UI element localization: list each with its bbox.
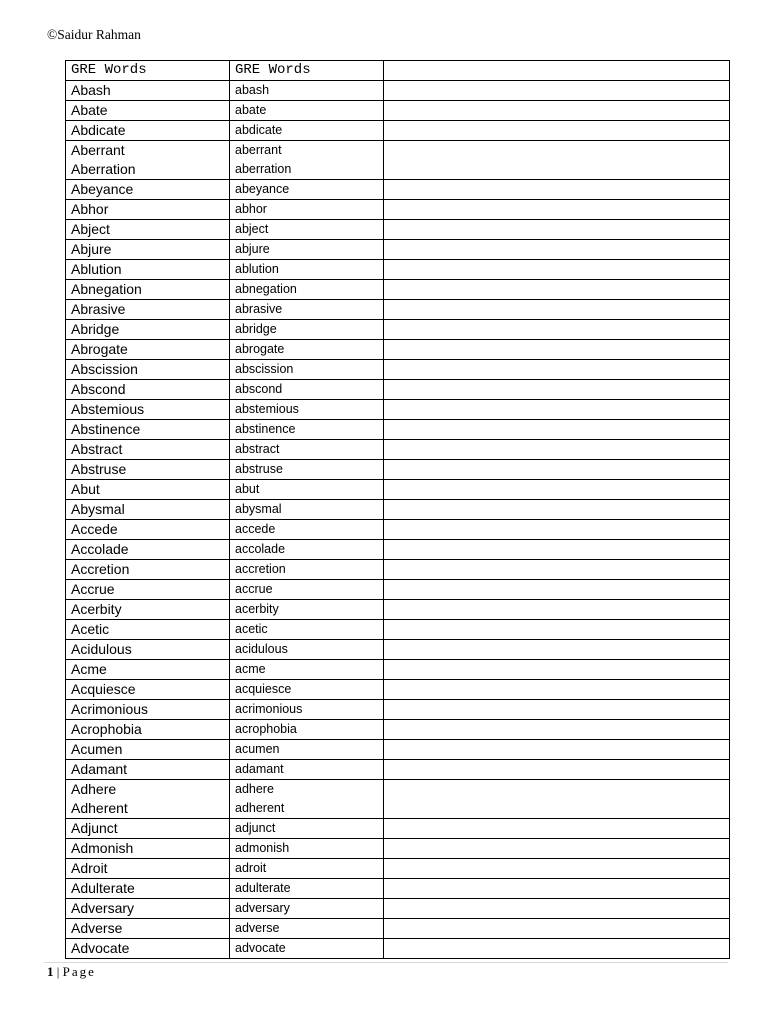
word-cell	[66, 540, 230, 560]
lowercase-word-cell	[230, 939, 384, 959]
word-cell	[66, 340, 230, 360]
word-text: Adulterate	[71, 880, 135, 896]
word-text: Adhere	[71, 781, 117, 797]
definition-cell	[384, 600, 730, 620]
word-cell	[66, 400, 230, 420]
lowercase-word-cell	[230, 400, 384, 420]
table-header-row	[66, 61, 730, 81]
definition-cell	[384, 340, 730, 360]
lowercase-word-cell	[230, 141, 384, 180]
table-row	[66, 879, 730, 899]
lowercase-word-cell	[230, 760, 384, 780]
table-row	[66, 320, 730, 340]
page-label: Page	[62, 964, 96, 979]
word-cell	[66, 300, 230, 320]
table-row	[66, 919, 730, 939]
lowercase-word-cell	[230, 640, 384, 660]
lowercase-word-cell	[230, 600, 384, 620]
word-cell	[66, 780, 230, 819]
definition-cell	[384, 320, 730, 340]
table-row	[66, 260, 730, 280]
lowercase-word-cell	[230, 520, 384, 540]
lowercase-word-text: abstinence	[235, 422, 296, 436]
word-text: Accede	[71, 521, 118, 537]
word-cell	[66, 121, 230, 141]
word-text: Abstruse	[71, 461, 127, 477]
word-cell	[66, 740, 230, 760]
word-text: Acidulous	[71, 641, 132, 657]
word-text: Abstemious	[71, 401, 145, 417]
copyright-header: ©Saidur Rahman	[47, 27, 141, 42]
definition-cell	[384, 839, 730, 859]
lowercase-word-text: acerbity	[235, 602, 279, 616]
lowercase-word-text: acrophobia	[235, 722, 297, 736]
table-row	[66, 560, 730, 580]
table-row	[66, 819, 730, 839]
definition-cell	[384, 939, 730, 959]
lowercase-word-text: acrimonious	[235, 702, 303, 716]
definition-cell	[384, 360, 730, 380]
lowercase-word-text: abysmal	[235, 502, 282, 516]
word-cell	[66, 240, 230, 260]
lowercase-word-cell	[230, 500, 384, 520]
lowercase-word-text: abstruse	[235, 462, 283, 476]
table-row	[66, 360, 730, 380]
word-cell	[66, 500, 230, 520]
lowercase-word-cell	[230, 700, 384, 720]
word-text: Abeyance	[71, 181, 134, 197]
word-cell	[66, 81, 230, 101]
word-text: Adamant	[71, 761, 128, 777]
definition-cell	[384, 859, 730, 879]
lowercase-word-cell	[230, 899, 384, 919]
word-cell	[66, 560, 230, 580]
word-text: Ablution	[71, 261, 122, 277]
lowercase-word-cell	[230, 200, 384, 220]
word-text: Adjunct	[71, 820, 118, 836]
lowercase-word-cell	[230, 101, 384, 121]
lowercase-word-text: adroit	[235, 861, 267, 875]
lowercase-word-text: abstemious	[235, 402, 299, 416]
table-row	[66, 760, 730, 780]
lowercase-word-cell	[230, 180, 384, 200]
lowercase-word-text: abscond	[235, 382, 283, 396]
lowercase-word-text: admonish	[235, 841, 290, 855]
definition-cell	[384, 760, 730, 780]
lowercase-word-cell	[230, 420, 384, 440]
word-text: Aberrant	[71, 142, 125, 158]
definition-cell	[384, 420, 730, 440]
definition-cell	[384, 440, 730, 460]
lowercase-word-text: acquiesce	[235, 682, 292, 696]
lowercase-word-cell	[230, 440, 384, 460]
table-row	[66, 340, 730, 360]
lowercase-word-cell	[230, 740, 384, 760]
table-row	[66, 780, 730, 819]
table-row	[66, 180, 730, 200]
definition-cell	[384, 720, 730, 740]
lowercase-word-text: abhor	[235, 202, 267, 216]
lowercase-word-text: advocate	[235, 941, 286, 955]
page-number: 1	[47, 964, 54, 979]
word-text: Abstinence	[71, 421, 141, 437]
word-cell	[66, 580, 230, 600]
lowercase-word-cell	[230, 540, 384, 560]
lowercase-word-text: abjure	[235, 242, 270, 256]
word-text: Accretion	[71, 561, 130, 577]
word-cell	[66, 760, 230, 780]
word-text: Abstract	[71, 441, 123, 457]
definition-cell	[384, 640, 730, 660]
definition-cell	[384, 220, 730, 240]
word-cell	[66, 280, 230, 300]
lowercase-word-cell	[230, 280, 384, 300]
table-row	[66, 520, 730, 540]
table-row	[66, 500, 730, 520]
gre-words-table	[65, 60, 730, 959]
definition-cell	[384, 380, 730, 400]
word-text: Acquiesce	[71, 681, 136, 697]
word-text: Acetic	[71, 621, 110, 637]
lowercase-word-text: accolade	[235, 542, 286, 556]
word-text: Abrogate	[71, 341, 128, 357]
lowercase-word-text: abscission	[235, 362, 294, 376]
word-text: Acumen	[71, 741, 123, 757]
word-cell	[66, 420, 230, 440]
lowercase-word-text: ablution	[235, 262, 279, 276]
page-footer	[47, 964, 96, 980]
lowercase-word-cell	[230, 819, 384, 839]
lowercase-word-cell	[230, 879, 384, 899]
lowercase-word-cell	[230, 720, 384, 740]
table-row	[66, 680, 730, 700]
definition-cell	[384, 740, 730, 760]
word-text: Adroit	[71, 860, 108, 876]
word-text: Abate	[71, 102, 108, 118]
lowercase-word-text: adamant	[235, 762, 284, 776]
table-row	[66, 81, 730, 101]
table-row	[66, 240, 730, 260]
word-text: Abscission	[71, 361, 138, 377]
definition-cell	[384, 81, 730, 101]
definition-cell	[384, 460, 730, 480]
word-cell	[66, 480, 230, 500]
lowercase-word-cell	[230, 220, 384, 240]
lowercase-word-cell	[230, 680, 384, 700]
word-text: Abash	[71, 82, 111, 98]
word-cell	[66, 180, 230, 200]
lowercase-word-text: accede	[235, 522, 276, 536]
word-cell	[66, 700, 230, 720]
lowercase-word-text: abridge	[235, 322, 277, 336]
word-text: Abrasive	[71, 301, 126, 317]
lowercase-word-text: adulterate	[235, 881, 291, 895]
word-text: Acrimonious	[71, 701, 149, 717]
word-text: Abhor	[71, 201, 109, 217]
lowercase-word-cell	[230, 380, 384, 400]
word-text: Abridge	[71, 321, 120, 337]
definition-cell	[384, 560, 730, 580]
lowercase-word-text: acidulous	[235, 642, 288, 656]
lowercase-word-text: accrue	[235, 582, 273, 596]
definition-cell	[384, 520, 730, 540]
lowercase-word-cell	[230, 780, 384, 819]
lowercase-word-text: adversary	[235, 901, 290, 915]
definition-cell	[384, 141, 730, 180]
definition-cell	[384, 819, 730, 839]
lowercase-word-text: abstract	[235, 442, 280, 456]
word-text: Abjure	[71, 241, 112, 257]
word-cell	[66, 520, 230, 540]
word-cell	[66, 899, 230, 919]
definition-cell	[384, 580, 730, 600]
table-row	[66, 400, 730, 420]
lowercase-word-cell	[230, 460, 384, 480]
column-header-3	[384, 61, 730, 81]
lowercase-word-cell	[230, 620, 384, 640]
column-header-1: GRE Words	[66, 61, 230, 81]
definition-cell	[384, 280, 730, 300]
table-row	[66, 420, 730, 440]
lowercase-word-text: abash	[235, 83, 270, 97]
word-text: Acerbity	[71, 601, 122, 617]
word-text: Admonish	[71, 840, 134, 856]
table-row	[66, 121, 730, 141]
lowercase-word-text: aberrant	[235, 143, 282, 157]
lowercase-word-cell	[230, 81, 384, 101]
table-row	[66, 101, 730, 121]
page-separator: |	[56, 964, 60, 979]
word-cell	[66, 320, 230, 340]
lowercase-word-text: aberration	[235, 162, 292, 176]
word-cell	[66, 101, 230, 121]
word-text: Abject	[71, 221, 110, 237]
lowercase-word-cell	[230, 300, 384, 320]
table-row	[66, 859, 730, 879]
lowercase-word-text: adverse	[235, 921, 280, 935]
word-text: Advocate	[71, 940, 130, 956]
lowercase-word-text: abrasive	[235, 302, 283, 316]
table-row	[66, 200, 730, 220]
definition-cell	[384, 540, 730, 560]
lowercase-word-text: accretion	[235, 562, 286, 576]
word-cell	[66, 819, 230, 839]
word-cell	[66, 220, 230, 240]
table-row	[66, 460, 730, 480]
word-text: Adherent	[71, 800, 128, 816]
lowercase-word-text: adjunct	[235, 821, 276, 835]
word-text: Abut	[71, 481, 100, 497]
word-cell	[66, 260, 230, 280]
word-text: Abscond	[71, 381, 126, 397]
word-cell	[66, 200, 230, 220]
word-cell	[66, 380, 230, 400]
word-cell	[66, 919, 230, 939]
word-cell	[66, 640, 230, 660]
word-cell	[66, 859, 230, 879]
lowercase-word-cell	[230, 360, 384, 380]
definition-cell	[384, 620, 730, 640]
definition-cell	[384, 780, 730, 819]
definition-cell	[384, 260, 730, 280]
word-cell	[66, 680, 230, 700]
table-row	[66, 899, 730, 919]
definition-cell	[384, 879, 730, 899]
word-text: Accolade	[71, 541, 129, 557]
lowercase-word-text: acme	[235, 662, 266, 676]
definition-cell	[384, 480, 730, 500]
lowercase-word-text: abate	[235, 103, 267, 117]
lowercase-word-text: acetic	[235, 622, 268, 636]
word-cell	[66, 440, 230, 460]
word-cell	[66, 939, 230, 959]
lowercase-word-cell	[230, 919, 384, 939]
lowercase-word-cell	[230, 660, 384, 680]
word-text: Abysmal	[71, 501, 125, 517]
definition-cell	[384, 680, 730, 700]
lowercase-word-cell	[230, 859, 384, 879]
word-text: Acme	[71, 661, 107, 677]
word-cell	[66, 839, 230, 859]
definition-cell	[384, 121, 730, 141]
lowercase-word-cell	[230, 240, 384, 260]
word-cell	[66, 141, 230, 180]
table-row	[66, 141, 730, 180]
table-row	[66, 939, 730, 959]
definition-cell	[384, 101, 730, 121]
lowercase-word-cell	[230, 260, 384, 280]
lowercase-word-cell	[230, 320, 384, 340]
lowercase-word-text: abnegation	[235, 282, 297, 296]
table-row	[66, 660, 730, 680]
table-row	[66, 280, 730, 300]
footer-divider	[44, 962, 728, 963]
table-row	[66, 580, 730, 600]
definition-cell	[384, 300, 730, 320]
word-text: Abdicate	[71, 122, 126, 138]
word-text: Abnegation	[71, 281, 142, 297]
table-row	[66, 640, 730, 660]
table-row	[66, 600, 730, 620]
table-row	[66, 480, 730, 500]
lowercase-word-cell	[230, 580, 384, 600]
lowercase-word-text: adherent	[235, 801, 285, 815]
table-row	[66, 740, 730, 760]
word-text: Adversary	[71, 900, 135, 916]
word-text: Accrue	[71, 581, 115, 597]
column-header-2: GRE Words	[230, 61, 384, 81]
definition-cell	[384, 180, 730, 200]
lowercase-word-cell	[230, 839, 384, 859]
definition-cell	[384, 660, 730, 680]
word-cell	[66, 460, 230, 480]
table-row	[66, 839, 730, 859]
table-row	[66, 540, 730, 560]
word-cell	[66, 660, 230, 680]
word-cell	[66, 879, 230, 899]
definition-cell	[384, 700, 730, 720]
word-text: Aberration	[71, 161, 136, 177]
word-text: Adverse	[71, 920, 123, 936]
table-row	[66, 300, 730, 320]
lowercase-word-cell	[230, 340, 384, 360]
lowercase-word-text: abdicate	[235, 123, 283, 137]
lowercase-word-cell	[230, 121, 384, 141]
lowercase-word-text: acumen	[235, 742, 280, 756]
lowercase-word-text: abeyance	[235, 182, 290, 196]
word-cell	[66, 620, 230, 640]
definition-cell	[384, 200, 730, 220]
word-cell	[66, 720, 230, 740]
lowercase-word-text: abrogate	[235, 342, 285, 356]
lowercase-word-text: adhere	[235, 782, 274, 796]
word-cell	[66, 600, 230, 620]
table-row	[66, 220, 730, 240]
table-row	[66, 700, 730, 720]
lowercase-word-cell	[230, 480, 384, 500]
table-row	[66, 380, 730, 400]
word-text: Acrophobia	[71, 721, 142, 737]
lowercase-word-cell	[230, 560, 384, 580]
word-cell	[66, 360, 230, 380]
definition-cell	[384, 400, 730, 420]
lowercase-word-text: abject	[235, 222, 269, 236]
definition-cell	[384, 500, 730, 520]
table-row	[66, 620, 730, 640]
definition-cell	[384, 240, 730, 260]
definition-cell	[384, 919, 730, 939]
lowercase-word-text: abut	[235, 482, 260, 496]
table-row	[66, 440, 730, 460]
definition-cell	[384, 899, 730, 919]
table-row	[66, 720, 730, 740]
